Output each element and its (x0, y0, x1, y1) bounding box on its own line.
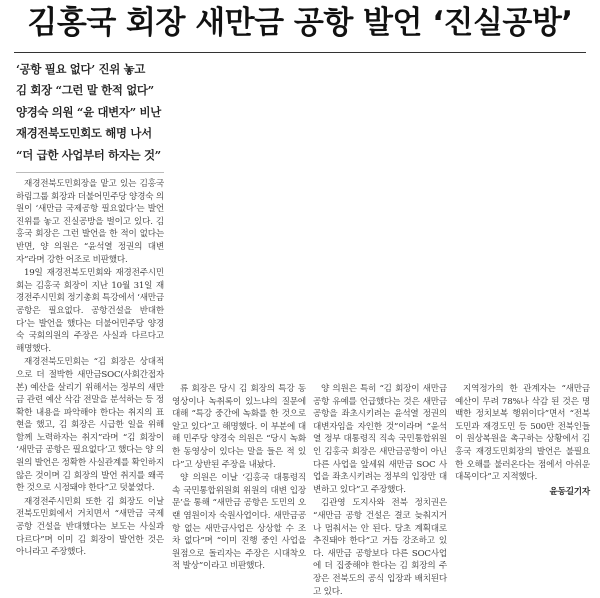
paragraph: 류 회장은 당시 김 회장의 특강 동영상이나 녹취록이 있느냐의 질문에 대해 “특강 중간에 녹화를 한 것으로 알고 있다”고 해명했다. 이 부분에 대해 민주당 양경숙 의원은 “당시 녹화한 동영상이 있다는 말을 들은 적 있다”고 상반된 주장을 내놨다. (172, 384, 306, 470)
paragraph: 양 의원은 이날 ‘김홍국 대통령직속 국민통합위원회 위원의 대변 입장문’을 통해 “새만금 공항은 도민의 오랜 염원이자 숙원사업이다. 새만금공항 없는 새만금사업은 상상할 수 조차 없다”며 “이미 진행 중인 사업을 원점으로 돌리자는 주장은 시대착오적 발상”이라고 비판했다. (172, 473, 306, 572)
article-column-2 (172, 383, 306, 572)
article-column-1 (16, 178, 164, 558)
paragraph: 재경전북도민회장을 맡고 있는 김홍국 하림그룹 회장과 더불어민주당 양경숙 의원이 ‘새만금 국제공항 필요없다’는 발언 진위를 놓고 진실공방을 벌이고 있다. 김홍국 회장은 그런 발언을 한 적이 없다는 반면, 양 의원은 “윤석열 정권의 대변자”라며 강한 어조로 비판했다. (16, 179, 164, 265)
paragraph: 재경전주시민회 또한 김 회장도 이날 전북도민회에서 거치면서 “새만금 국제공항 건설을 반대했다는 보도는 사실과 다르다”며 이미 김 회장이 발언한 것은 아니라고 주장했다. (16, 496, 164, 558)
headline: 김홍국 회장 새만금 공항 발언 ‘진실공방’ (27, 5, 573, 41)
subhead-line: “더 급한 사업부터 하자는 것” (16, 147, 161, 162)
paragraph: 양 의원은 특히 “김 회장이 새만금공항 유예를 언급했다는 것은 새만금공항을 좌초시키려는 윤석열 정권의 대변자임을 자인한 것”이라며 “윤석열 정부 대통령직 직속 국민통합위원인 김홍국 회장은 새만금공항이 아닌 다른 사업을 앞세워 새만금 SOC 사업을 좌초시키려는 정부의 입장만 대변하고 있다”고 주장했다. (313, 384, 447, 495)
subhead-line: 재경전북도민회도 해명 나서 (16, 126, 152, 141)
paragraph: 김관영 도지사와 전북 정치권은 “새만금 공항 건설은 결코 늦춰지거나 멈춰서는 안 된다. 당초 계획대로 추진돼야 한다”고 거듭 강조하고 있다. 새만금 공항보다 다른 SOC사업에 더 집중해야 한다는 김 회장의 주장은 전북도의 공식 입장과 배치된다고 있다. (313, 498, 447, 597)
article-column-3 (313, 383, 447, 597)
article-column-4 (455, 383, 590, 543)
paragraph: 재경전북도민회는 “김 회장은 상대적으로 더 절박한 새만금SOC(사회간접자본) 예산을 살리기 위해서는 정부의 새만금 관련 예산 삭감 전말을 분석하는 등 정확한 내용을 파악해야 한다는 취지의 표현을 했고, 김 회장은 시급한 일을 위해 함께 노력하자는 취지”라며 “김 회장이 ‘새만금 공항은 필요없다’고 했다는 양 의원의 발언은 정확한 사실관계를 확인하지 않은 것이며 김 회장의 발언 취지를 왜곡한 것으로 시정돼야 한다”고 덧붙였다. (16, 357, 164, 494)
subheads (16, 59, 196, 166)
subhead-rule (16, 172, 164, 173)
headline-rule (14, 52, 586, 53)
subhead-line: 김 회장 “그런 말 한적 없다” (16, 83, 154, 98)
subhead-line: 양경숙 의원 “윤 대변자” 비난 (16, 104, 161, 119)
paragraph: 19일 재경전북도민회와 재경전주시민회는 김홍국 회장이 지난 10월 31일 재경전주시민회 정기총회 특강에서 ‘새만금 공항은 필요없다. 공항건설을 반대한다’는 발언을 했다는 더불어민주당 양경숙 국회의원의 주장은 사실과 다르다고 해명했다. (16, 268, 164, 354)
paragraph: 지역정가의 한 관계자는 “새만금 예산이 무려 78%나 삭감 된 것은 명백한 정치보복 행위이다”면서 “전북도민과 재경도민 등 500만 전북인들이 원상복원을 촉구하는 상황에서 김홍국 재경도민회장의 발언은 불필요한 오해를 불러온다는 점에서 아쉬운 대목이다”고 지적했다. (455, 384, 590, 483)
byline: 윤동길기자 (549, 486, 590, 497)
subhead-line: ‘공항 필요 없다’ 진위 놓고 (16, 62, 146, 76)
